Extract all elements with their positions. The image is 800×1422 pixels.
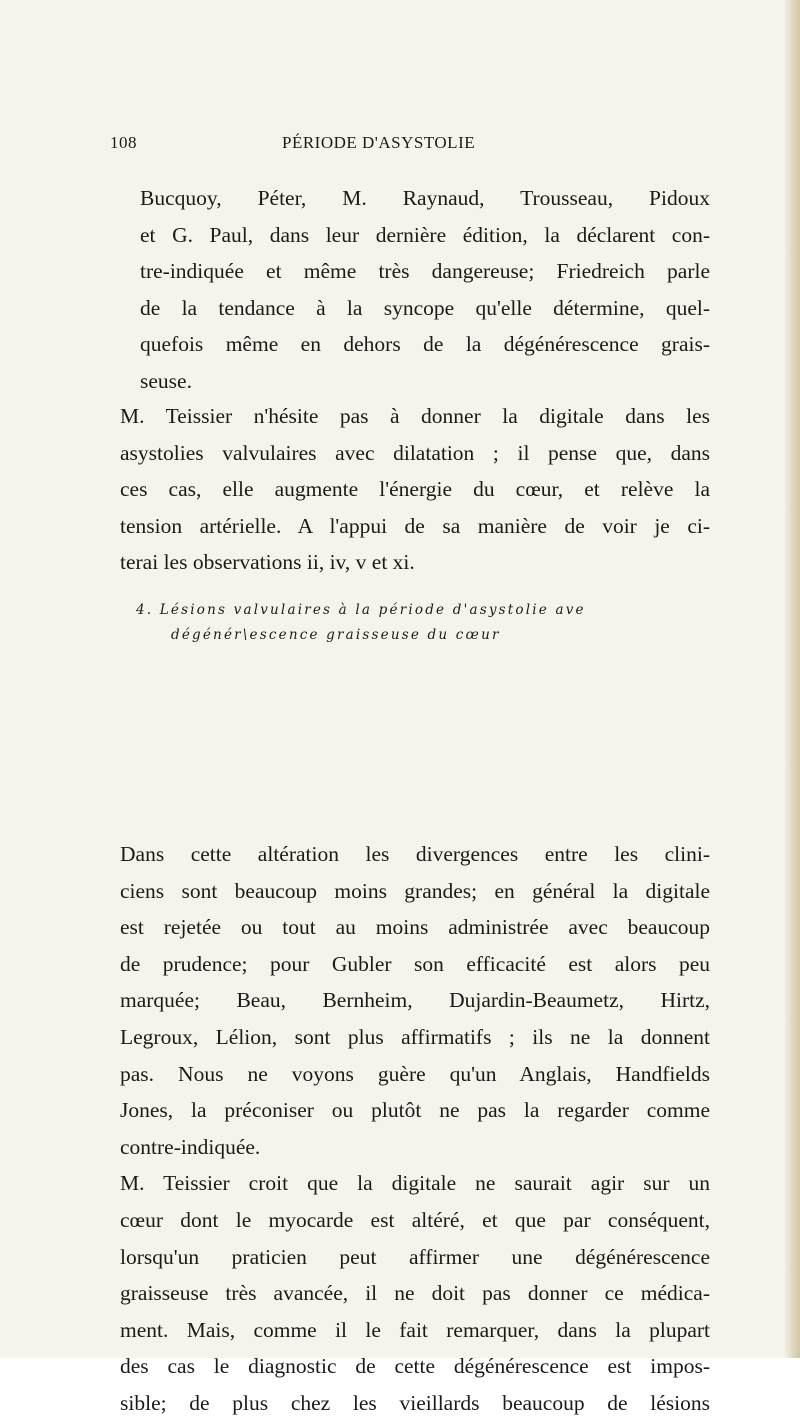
section-heading-line: 4. Lésions valvulaires à la période d'asystolie ave	[136, 602, 586, 618]
paragraph-line: marquée; Beau, Bernheim, Dujardin-Beaumetz, Hirtz,	[120, 988, 710, 1013]
paragraph-line: Jones, la préconiser ou plutôt ne pas la regarder comme	[120, 1098, 710, 1123]
paragraph-line: quefois même en dehors de la dégénérescence grais-	[140, 332, 710, 357]
section-heading	[110, 598, 710, 648]
paragraph-line: Legroux, Lélion, sont plus affirmatifs ; ils ne la donnent	[120, 1024, 710, 1049]
paragraph-3	[110, 836, 710, 1422]
paragraph-line: terai les observations ii, iv, v et xi.	[120, 550, 415, 575]
paragraph-line: Dans cette altération les divergences entre les clini-	[120, 842, 710, 866]
paragraph-line: des cas le diagnostic de cette dégénérescence est impos-	[120, 1354, 710, 1379]
paragraph-1	[110, 180, 710, 400]
paragraph-line: M. Teissier croit que la digitale ne saurait agir sur un	[120, 1171, 710, 1196]
paragraph-line: asystolies valvulaires avec dilatation ; il pense que, dans	[120, 440, 710, 465]
paragraph-line: tension artérielle. A l'appui de sa manière de voir je ci-	[120, 513, 710, 538]
paragraph-line: contre-indiquée.	[120, 1134, 261, 1159]
paragraph-line: lorsqu'un praticien peut affirmer une dégénérescence	[120, 1244, 710, 1269]
paragraph-line: tre-indiquée et même très dangereuse; Friedreich parle	[140, 259, 710, 284]
paragraph-line: ciens sont beaucoup moins grandes; en général la digitale	[120, 878, 710, 903]
paragraph-line: ment. Mais, comme il le fait remarquer, dans la plupart	[120, 1317, 710, 1342]
paragraph-line: sible; de plus chez les vieillards beaucoup de lésions	[120, 1390, 710, 1415]
page-edge-shadow	[784, 0, 800, 1358]
paragraph-line: de prudence; pour Gubler son efficacité est alors peu	[120, 951, 710, 976]
section-heading-line: dégénér\escence graisseuse du cœur	[171, 627, 501, 643]
paragraph-line: et G. Paul, dans leur dernière édition, la déclarent con-	[140, 222, 710, 247]
paragraph-line: de la tendance à la syncope qu'elle détermine, quel-	[140, 295, 710, 320]
paragraph-line: ces cas, elle augmente l'énergie du cœur, et relève la	[120, 477, 710, 502]
page-number: 108	[110, 133, 137, 152]
paragraph-line: cœur dont le myocarde est altéré, et que par conséquent,	[120, 1207, 710, 1232]
paragraph-line: M. Teissier n'hésite pas à donner la digitale dans les	[120, 404, 710, 428]
running-head: PÉRIODE D'ASYSTOLIE	[282, 133, 476, 152]
paragraph-line: pas. Nous ne voyons guère qu'un Anglais, Handfields	[120, 1061, 710, 1086]
paragraph-line: est rejetée ou tout au moins administrée avec beaucoup	[120, 915, 710, 940]
paragraph-2	[110, 398, 710, 581]
paragraph-line: graisseuse très avancée, il ne doit pas donner ce médica-	[120, 1281, 710, 1306]
page-header	[110, 133, 710, 163]
paragraph-line: Bucquoy, Péter, M. Raynaud, Trousseau, Pidoux	[140, 186, 710, 210]
paragraph-line: seuse.	[140, 368, 192, 393]
